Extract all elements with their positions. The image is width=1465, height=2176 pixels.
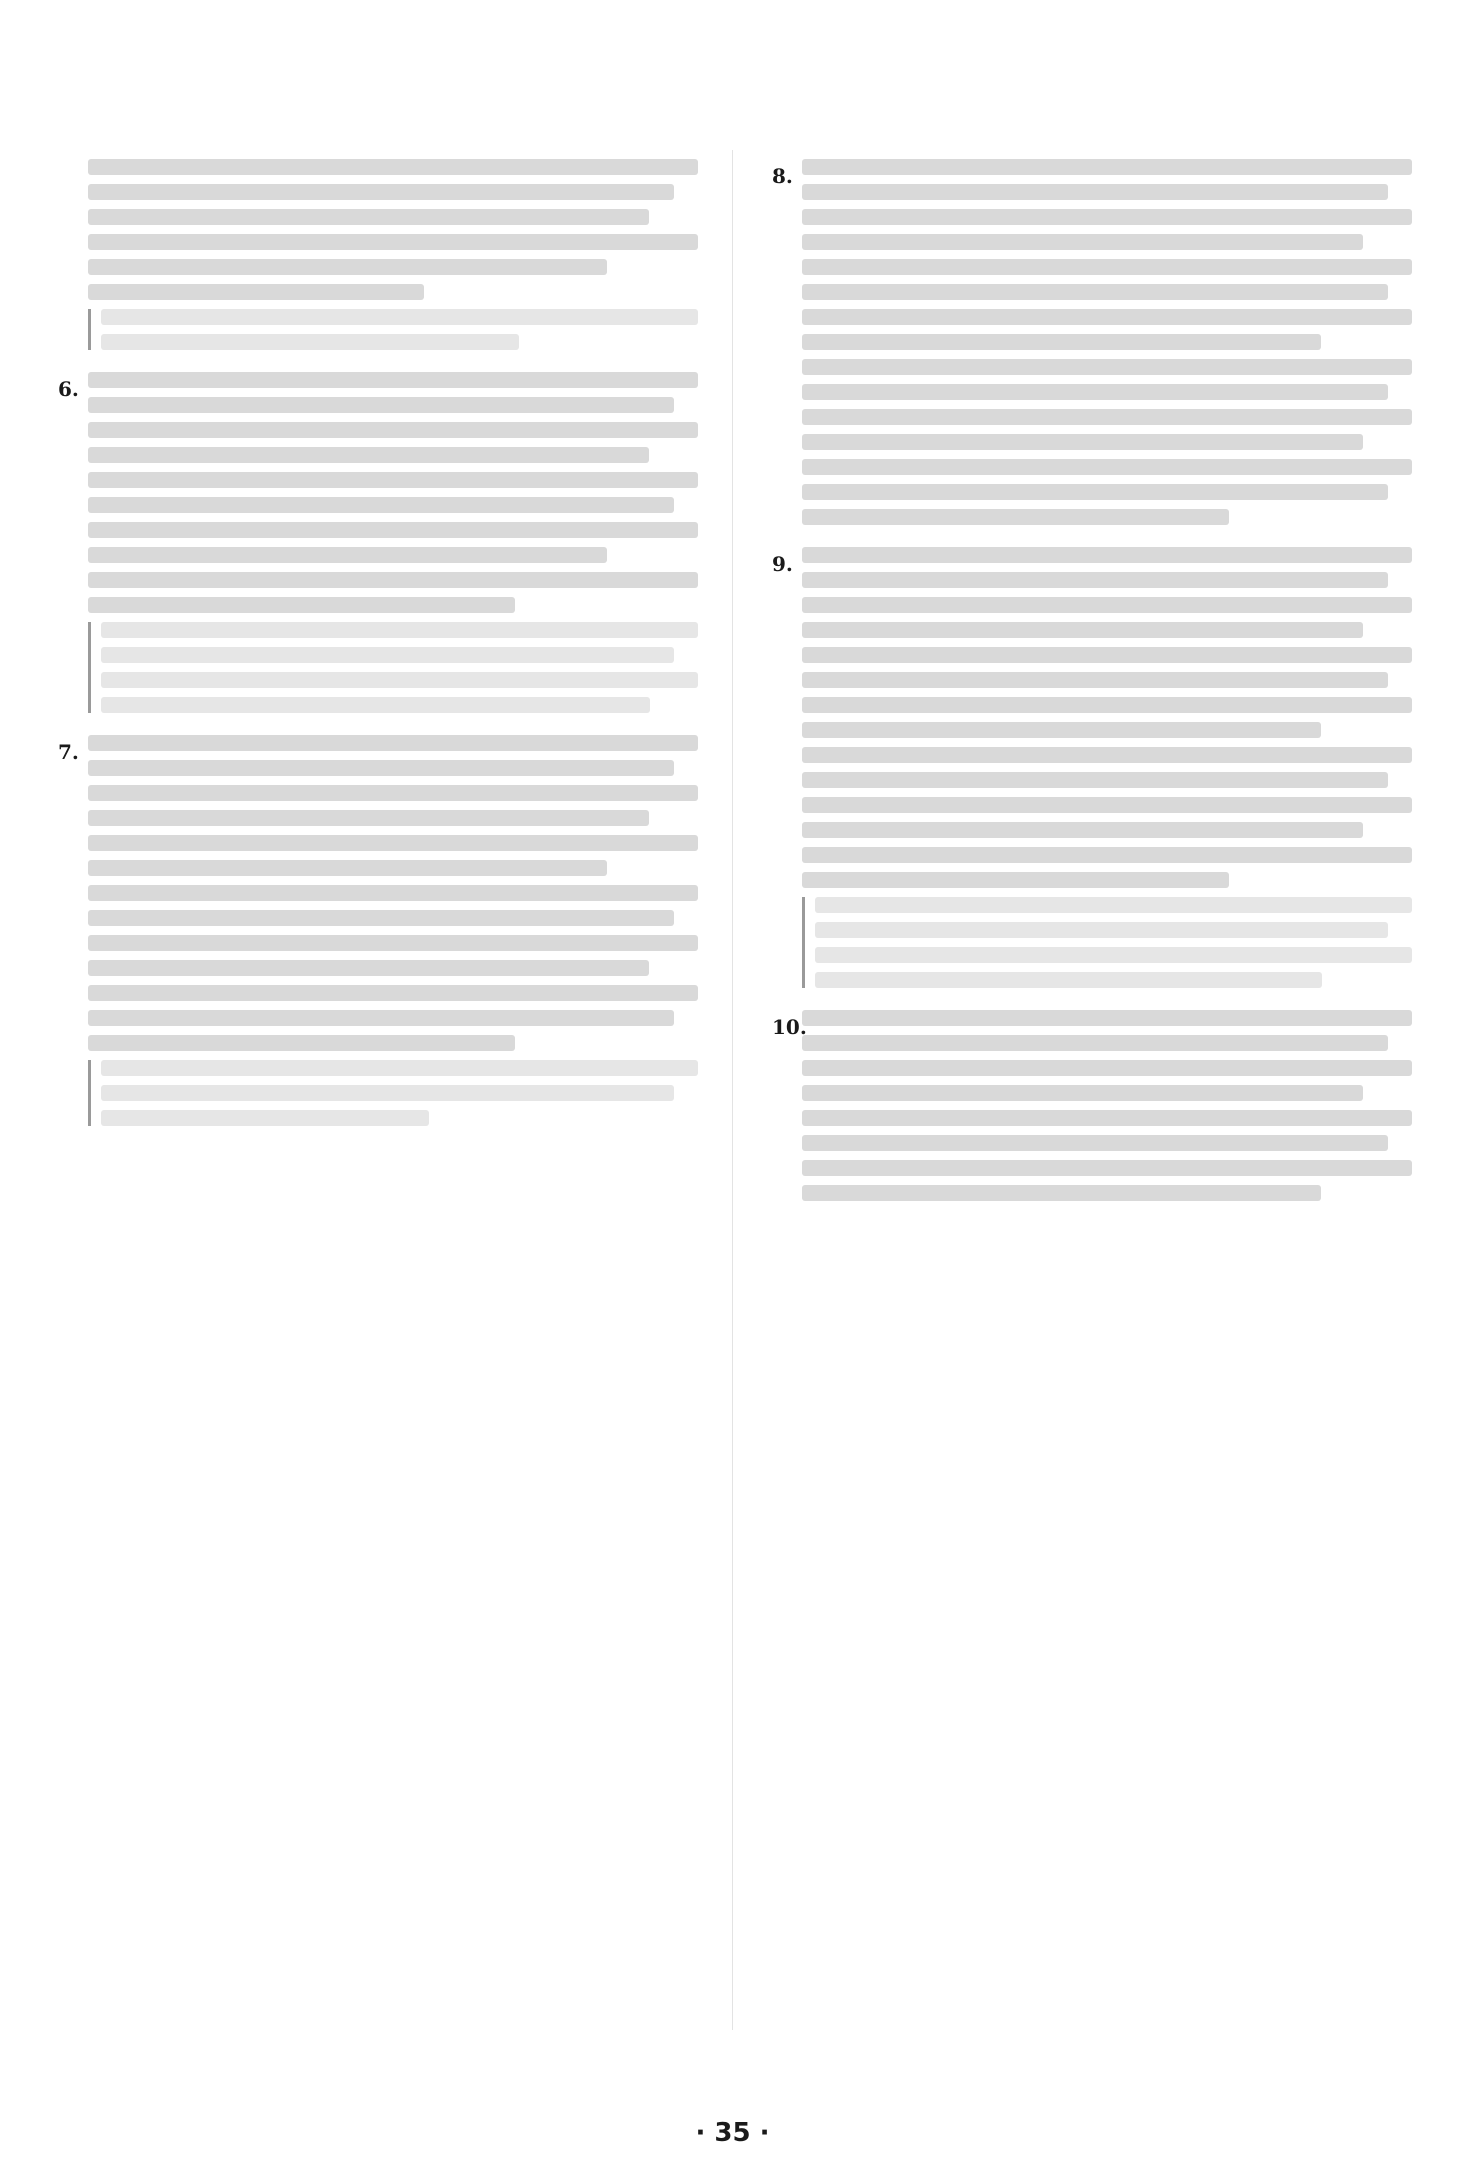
item-number: 6. xyxy=(58,377,79,401)
right-column xyxy=(772,150,1412,2030)
item-number: 7. xyxy=(58,740,79,764)
analysis-block xyxy=(88,622,698,713)
answer-text-block xyxy=(88,159,698,350)
item-number: 8. xyxy=(772,164,793,188)
item-number: 10. xyxy=(772,1015,807,1039)
answer-text-block xyxy=(88,735,698,1126)
column-divider xyxy=(732,150,733,2030)
answer-item-continued xyxy=(58,159,698,350)
left-column xyxy=(58,150,698,2030)
analysis-block xyxy=(802,897,1412,988)
answer-item-10 xyxy=(772,1010,1412,1201)
answer-text-block xyxy=(802,159,1412,525)
answer-item-9 xyxy=(772,547,1412,988)
page-number: · 35 · xyxy=(695,2118,770,2148)
analysis-block xyxy=(88,309,698,350)
analysis-block xyxy=(88,1060,698,1126)
answer-item-7 xyxy=(58,735,698,1126)
answer-item-8 xyxy=(772,159,1412,525)
answer-text-block xyxy=(802,1010,1412,1201)
answer-item-6 xyxy=(58,372,698,713)
item-number: 9. xyxy=(772,552,793,576)
answer-text-block xyxy=(88,372,698,713)
answer-text-block xyxy=(802,547,1412,988)
